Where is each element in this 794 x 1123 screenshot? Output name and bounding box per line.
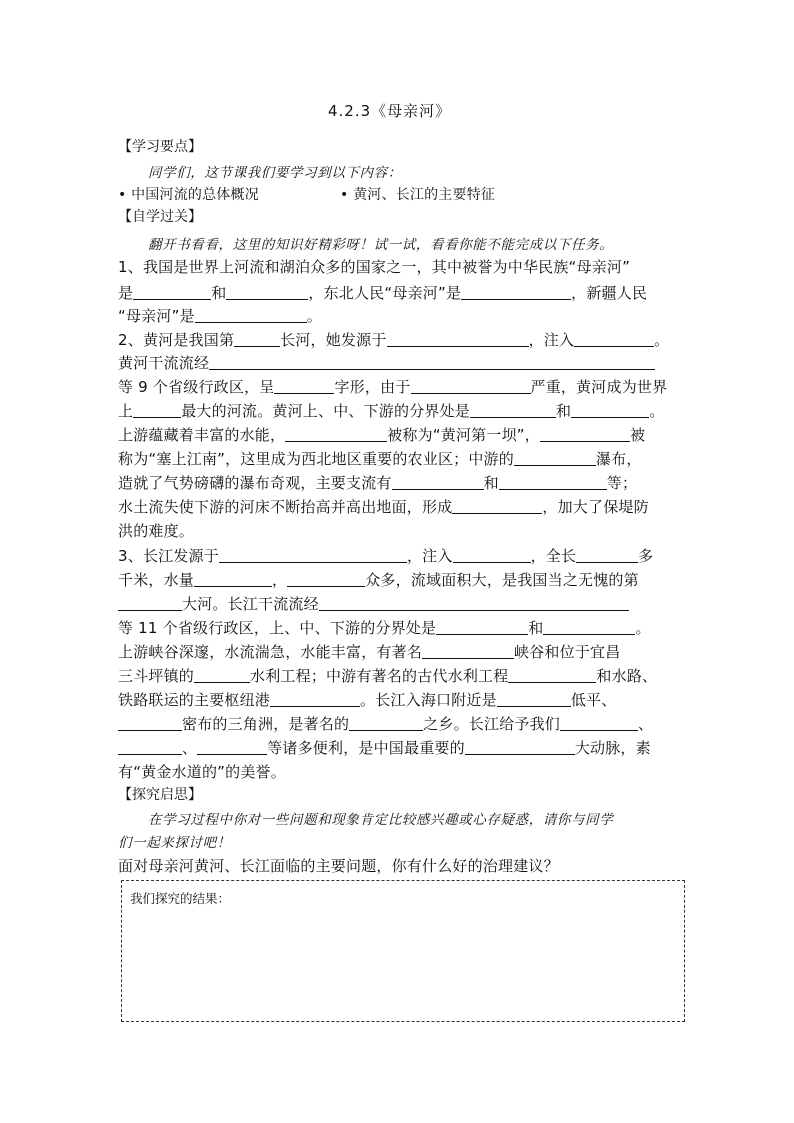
blank[interactable]: [234, 332, 280, 347]
blank[interactable]: [387, 332, 529, 347]
self-study-intro: 翻开书看看，这里的知识好精彩呀！试一试，看看你能不能完成以下任务。: [148, 237, 614, 253]
blank[interactable]: [194, 572, 272, 587]
blank[interactable]: [197, 740, 267, 755]
q2-line-8: 水土流失使下游的河床不断抬高并高出地面，形成 ，加大了保堤防: [118, 498, 649, 516]
blank[interactable]: [453, 548, 531, 563]
q2-line-7: 造就了气势磅礴的瀑布奇观，主要支流有 和 等；: [118, 474, 638, 492]
q2-line-3: 等 9 个省级行政区，呈 字形，由于 严重，黄河成为世界: [118, 378, 668, 396]
q3-line-6: 三斗坪镇的 水利工程；中游有著名的古代水利工程 和水路、: [118, 667, 658, 685]
q3-line-9: 、 等诸多便利，是中国最重要的 大动脉，素: [118, 737, 651, 758]
blank[interactable]: [436, 620, 528, 635]
q3-line-2: 千米，水量 ， 众多，流域面积大，是我国当之无愧的第: [118, 571, 639, 589]
blank[interactable]: [118, 716, 182, 731]
blank[interactable]: [514, 451, 596, 466]
q1-line-1: 1、我国是世界上河流和湖泊众多的国家之一，其中被誉为中华民族“母亲河”: [118, 258, 631, 276]
section-self-study: 【自学过关】: [118, 209, 202, 225]
blank[interactable]: [133, 403, 181, 418]
q3-line-10: 有“黄金水道的”的美誉。: [118, 763, 286, 781]
explore-intro-2: 们一起来探讨吧！: [118, 835, 231, 851]
blank[interactable]: [543, 620, 635, 635]
q3-line-4: 等 11 个省级行政区，上、中、下游的分界处是 和 。: [118, 619, 651, 637]
blank[interactable]: [560, 716, 638, 731]
blank[interactable]: [392, 475, 484, 490]
q3-line-5: 上游峡谷深邃，水流湍急，水能丰富，有著名 峡谷和位于宜昌: [118, 643, 621, 661]
q3-line-1: 3、长江发源于 ，注入 ，全长 多: [118, 547, 654, 565]
blank[interactable]: [470, 403, 556, 418]
blank[interactable]: [194, 668, 250, 683]
blank[interactable]: [574, 332, 654, 347]
blank[interactable]: [422, 644, 514, 659]
section-learning-points: 【学习要点】: [118, 139, 202, 155]
explore-question: 面对母亲河黄河、长江面临的主要问题，你有什么好的治理建议？: [118, 857, 559, 875]
blank[interactable]: [219, 548, 407, 563]
blank[interactable]: [118, 740, 182, 755]
blank[interactable]: [497, 692, 571, 707]
blank[interactable]: [133, 285, 211, 300]
q2-line-1: 2、黄河是我国第 长河，她发源于 ，注入 。: [118, 331, 670, 349]
blank[interactable]: [411, 379, 531, 394]
blank[interactable]: [349, 716, 423, 731]
result-label: 我们探究的结果：: [130, 891, 231, 906]
q1-line-3: “母亲河”是 。: [118, 307, 322, 325]
blank[interactable]: [270, 692, 360, 707]
point-2: • 黄河、长江的主要特征: [340, 187, 496, 203]
q2-line-2: 黄河干流流经: [118, 352, 655, 373]
blank[interactable]: [461, 285, 571, 300]
blank[interactable]: [576, 548, 638, 563]
blank[interactable]: [118, 596, 182, 611]
blank[interactable]: [274, 379, 334, 394]
blank[interactable]: [465, 740, 575, 755]
blank[interactable]: [195, 308, 307, 323]
blank[interactable]: [319, 596, 629, 611]
blank[interactable]: [287, 572, 365, 587]
blank[interactable]: [209, 355, 655, 370]
blank[interactable]: [499, 475, 607, 490]
blank[interactable]: [226, 285, 308, 300]
blank[interactable]: [285, 427, 387, 442]
q1-line-2: 是 和 ，东北人民“母亲河”是 ，新疆人民: [118, 284, 648, 302]
q2-line-9: 洪的难度。: [118, 522, 195, 540]
section-explore: 【探究启思】: [118, 787, 202, 803]
blank[interactable]: [452, 499, 542, 514]
answer-box[interactable]: [121, 880, 685, 1022]
blank[interactable]: [571, 403, 649, 418]
explore-intro-1: 在学习过程中你对一些问题和现象肯定比较感兴趣或心存疑惑，请你与同学: [148, 812, 614, 828]
q3-line-7: 铁路联运的主要枢纽港 。长江入海口附近是 低平、: [118, 691, 617, 709]
q3-line-3: 大河。长江干流流经: [118, 593, 629, 614]
blank[interactable]: [508, 668, 596, 683]
page-title: 4.2.3《母亲河》: [328, 102, 452, 120]
intro-text: 同学们，这节课我们要学习到以下内容：: [148, 165, 402, 181]
q2-line-5: 上游蕴藏着丰富的水能， 被称为“黄河第一坝”， 被: [118, 426, 646, 444]
q3-line-8: 密布的三角洲，是著名的 之乡。长江给予我们 、: [118, 713, 653, 734]
blank[interactable]: [540, 427, 630, 442]
point-1: • 中国河流的总体概况: [118, 187, 259, 203]
q2-line-6: 称为“塞上江南”，这里成为西北地区重要的农业区；中游的 瀑布，: [118, 450, 642, 468]
q2-line-4: 上 最大的河流。黄河上、中、下游的分界处是 和 。: [118, 402, 665, 420]
